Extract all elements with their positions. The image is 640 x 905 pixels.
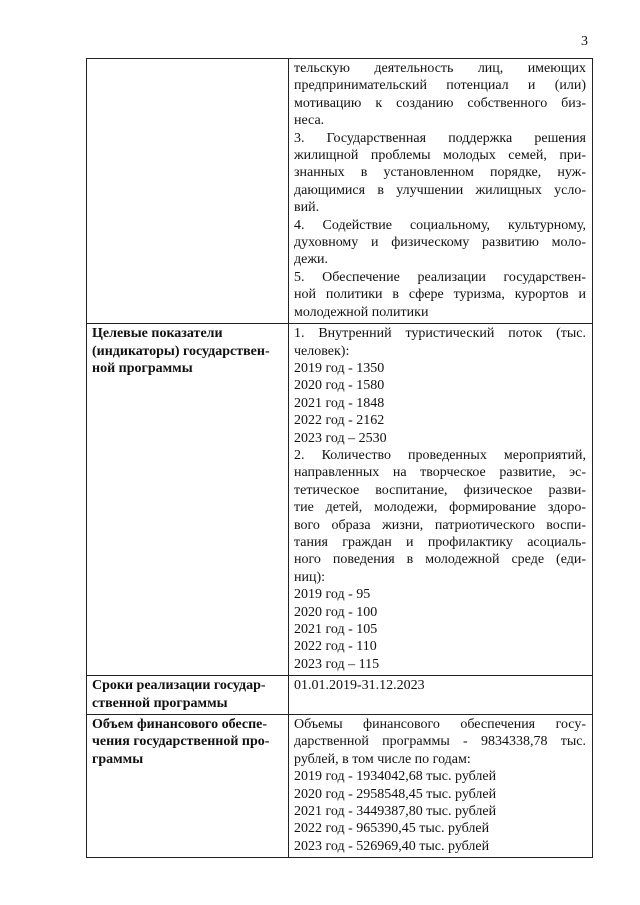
content-line: человек): [294,343,350,359]
content-line: 2022 год - 965390,45 тыс. рублей [294,821,490,837]
content-line: ной политики в сфере туризма, курортов и [294,287,586,303]
label-line: ственной программы [92,695,228,711]
row-content-cell [289,715,593,858]
content-line: 4. Содействие социальному, культурному, [294,217,586,233]
content-line: 2. Количество проведенных мероприятий, [294,447,586,463]
content-line: тие детей, молодежи, формирование здоро- [294,500,586,516]
table-row [87,676,593,715]
content-line: тания граждан и профилактику асоциаль- [294,534,586,550]
content-line: вого образа жизни, патриотического воспи- [294,517,586,533]
content-line: ниц): [294,569,326,585]
content-line: 2020 год - 2958548,45 тыс. рублей [294,786,497,802]
content-line: ного поведения в молодежной среде (еди- [294,552,586,568]
content-line: предпринимательский потенциал и (или) [294,78,586,94]
row-label-cell [87,59,289,324]
content-line: вий. [294,200,320,216]
label-line: ной программы [92,360,193,376]
content-line: Объемы финансового обеспечения госу- [294,717,586,733]
page-number: 3 [581,34,588,49]
label-line: Объем финансового обеспе- [92,717,268,733]
row-label-cell [87,715,289,858]
row-content-cell [289,676,593,715]
row-content-cell [289,59,593,324]
content-line: неса. [294,113,325,129]
label-line: Целевые показатели [92,326,223,342]
content-line: 01.01.2019-31.12.2023 [294,678,425,694]
content-line: 3. Государственная поддержка решения [294,130,586,146]
content-line: дающимися в улучшении жилищных усло- [294,182,586,198]
table-row [87,324,593,676]
content-line: 2022 год - 2162 [294,413,385,429]
content-line: дарственной программы - 9834338,78 тыс. [294,734,586,750]
content-line: 5. Обеспечение реализации государствен- [294,269,586,285]
content-line: 2020 год - 1580 [294,378,385,394]
content-line: 2021 год - 105 [294,622,378,637]
label-line: граммы [92,751,144,767]
content-line: 2023 год – 115 [294,656,380,672]
content-line: 2019 год - 95 [294,587,371,603]
label-line: (индикаторы) государствен- [92,343,270,359]
content-line: тетическое воспитание, физическое разви- [294,482,586,498]
content-line: направленных на творческое развитие, эс- [294,465,586,481]
content-line: 1. Внутренний туристический поток (тыс. [294,326,586,342]
row-label-cell [87,324,289,676]
content-line: 2020 год - 100 [294,604,378,620]
content-line: 2019 год - 1934042,68 тыс. рублей [294,769,497,785]
label-line: Сроки реализации государ- [92,678,266,694]
content-line: духовному и физическому развитию моло- [294,235,586,251]
content-line: 2023 год – 2530 [294,430,387,446]
row-label-cell [87,676,289,715]
content-line: знанных в установленном порядке, нуж- [294,165,586,181]
table-row [87,715,593,858]
content-line: жилищной проблемы молодых семей, при- [294,148,586,164]
content-line: 2021 год - 3449387,80 тыс. рублей [294,804,497,820]
content-line: рублей, в том числе по годам: [294,751,471,767]
content-line: мотивацию к созданию собственного биз- [294,95,586,111]
content-line: тельскую деятельность лиц, имеющих [294,61,586,76]
content-line: молодежной политики [294,304,429,320]
label-line: чения государственной про- [92,734,270,750]
row-content-cell [289,324,593,676]
content-line: 2022 год - 110 [294,639,377,655]
content-line: дежи. [294,252,329,268]
program-passport-table [86,58,593,858]
content-line: 2021 год - 1848 [294,395,385,411]
table-row [87,59,593,324]
content-line: 2023 год - 526969,40 тыс. рублей [294,838,490,854]
content-line: 2019 год - 1350 [294,360,385,376]
